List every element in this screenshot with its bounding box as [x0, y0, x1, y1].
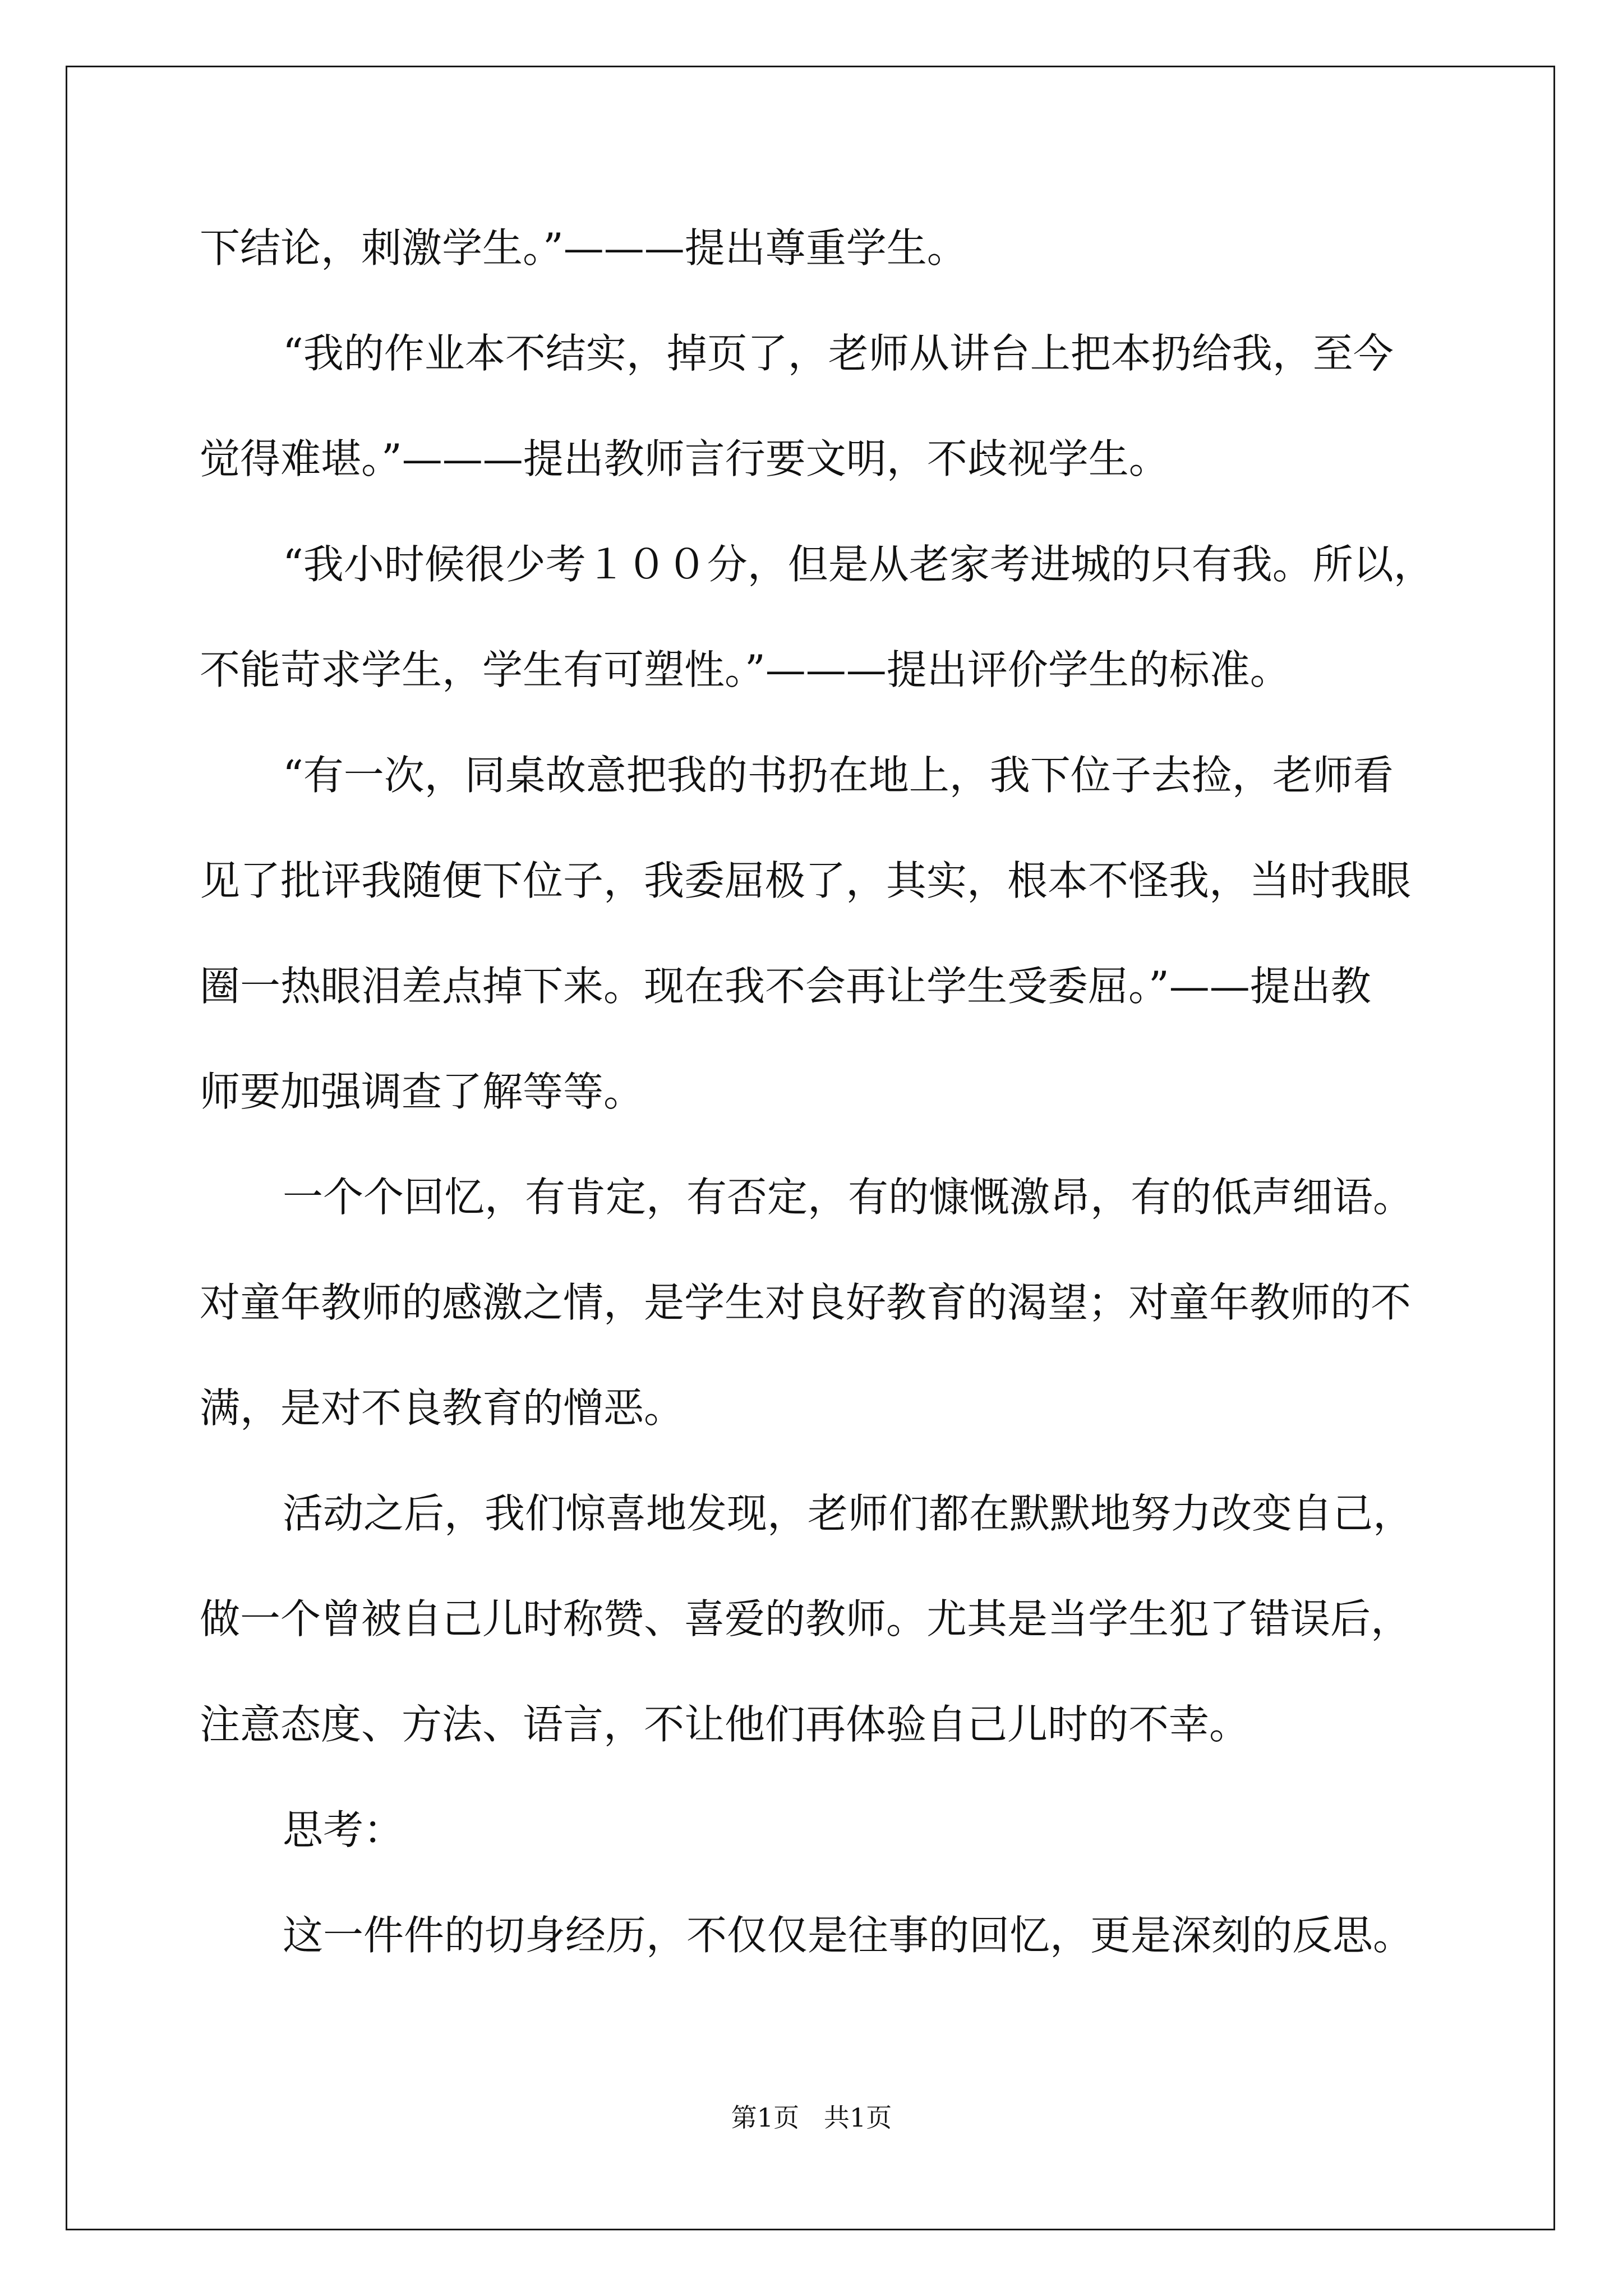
text-line: 这一件件的切身经历，不仅仅是往事的回忆，更是深刻的反思。	[283, 1912, 1414, 1959]
text-line: 不能苛求学生，学生有可塑性。”———提出评价学生的标准。	[200, 646, 1290, 693]
text-line: “我小时候很少考１００分，但是从老家考进城的只有我。所以，	[283, 541, 1434, 588]
text-line: 觉得难堪。”———提出教师言行要文明，不歧视学生。	[200, 435, 1169, 482]
text-line: 师要加强调查了解等等。	[200, 1068, 644, 1115]
text-line: 思考：	[283, 1806, 404, 1853]
page-footer: 第1页 共1页	[731, 2102, 892, 2133]
text-line: 注意态度、方法、语言，不让他们再体验自己儿时的不幸。	[200, 1701, 1250, 1748]
text-line: 圈一热眼泪差点掉下来。现在我不会再让学生受委屈。”——提出教	[200, 963, 1371, 1010]
text-line: 对童年教师的感激之情，是学生对良好教育的渴望；对童年教师的不	[200, 1279, 1412, 1326]
text-line: 下结论，刺激学生。”———提出尊重学生。	[200, 224, 967, 272]
text-line: 活动之后，我们惊喜地发现，老师们都在默默地努力改变自己，	[283, 1490, 1414, 1537]
text-line: “有一次，同桌故意把我的书扔在地上，我下位子去捡，老师看	[283, 752, 1394, 799]
text-line: “我的作业本不结实，掉页了，老师从讲台上把本扔给我，至今	[283, 330, 1394, 377]
document-body	[200, 219, 1450, 2012]
text-line: 做一个曾被自己儿时称赞、喜爱的教师。尤其是当学生犯了错误后，	[200, 1595, 1412, 1642]
text-line: 一个个回忆，有肯定，有否定，有的慷慨激昂，有的低声细语。	[283, 1174, 1414, 1221]
text-line: 见了批评我随便下位子，我委屈极了，其实，根本不怪我，当时我眼	[200, 857, 1412, 904]
text-line: 满，是对不良教育的憎恶。	[200, 1384, 685, 1432]
